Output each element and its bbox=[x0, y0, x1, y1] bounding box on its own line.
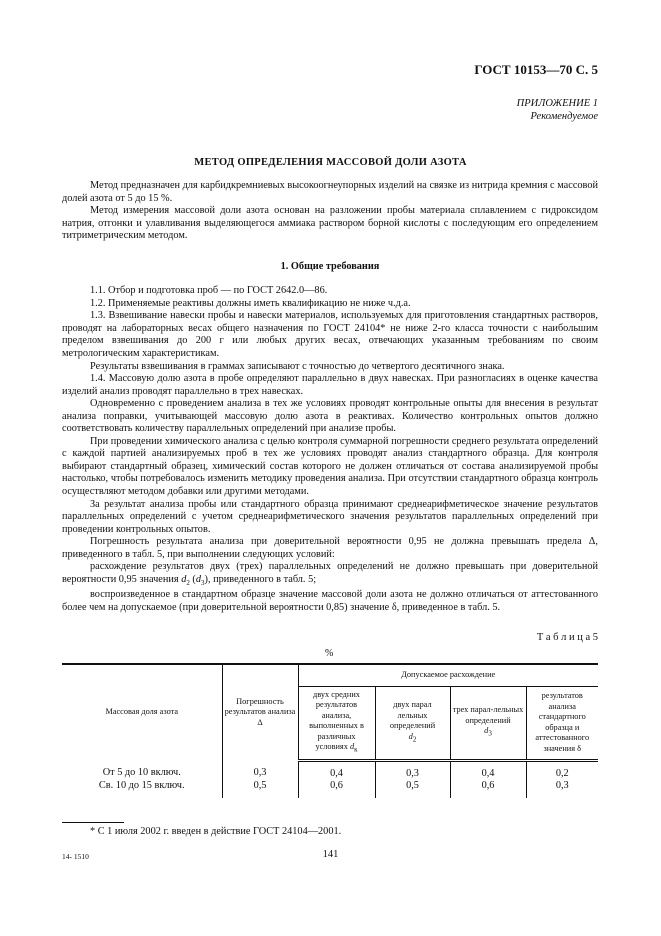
cell: 0,4 bbox=[298, 760, 375, 780]
header-d2 bbox=[375, 686, 450, 760]
sub: к bbox=[354, 745, 358, 754]
text: двух парал лельных определений bbox=[389, 700, 436, 731]
table-5 bbox=[62, 663, 598, 798]
paragraph: Одновременно с проведением анализа в тех же условиях проводят контрольные опыты для внесения в результат анализа поправки, учитывающей массовую долю азота в реактивах. Количество контрольных опытов должно соответствовать количеству параллельных определений при анализе пробы. bbox=[62, 398, 598, 435]
appendix-label: ПРИЛОЖЕНИЕ 1 bbox=[516, 98, 598, 109]
paragraph: При проведении химического анализа с целью контроля суммарной погрешности среднего результата определений с каждой партией анализируемых проб в тех же условиях проводят анализ стандартного образца. Для контроля выбирают стандартный образец, химический состав которого не должен отличаться от состава анализируемой пробы настолько, чтобы потребовалось изменить методику проведения анализа. При отсутствии стандартного образца контроль осуществляют методом добавки или другими методами. bbox=[62, 435, 598, 498]
paragraph: 1.3. Взвешивание навески пробы и навески материалов, используемых для приготовления стандартных растворов, проводят на лабораторных весах общего назначения по ГОСТ 24104* не ниже 2-го класса точности с наибольшим пределом взвешивания до 200 г или любых других весах, отвечающих указанным требованиям по своим метрологическим характеристикам. bbox=[62, 310, 598, 360]
cell: 0,2 bbox=[526, 760, 598, 780]
paragraph: Погрешность результата анализа при доверительной вероятности 0,95 не должна превышать предела Δ, приведенного в табл. 5, при выполнении следующих условий: bbox=[62, 536, 598, 560]
sub: 3 bbox=[488, 730, 492, 739]
cell: 0,3 bbox=[222, 760, 298, 780]
cell: 0,5 bbox=[222, 780, 298, 798]
body-text bbox=[62, 180, 598, 615]
method-title: МЕТОД ОПРЕДЕЛЕНИЯ МАССОВОЙ ДОЛИ АЗОТА bbox=[194, 157, 467, 168]
var: d bbox=[484, 726, 489, 736]
cell: 0,3 bbox=[526, 780, 598, 798]
paragraph: 1.1. Отбор и подготовка проб — по ГОСТ 2642.0—86. bbox=[90, 285, 328, 297]
cell: От 5 до 10 включ. bbox=[102, 766, 181, 778]
sub: 2 bbox=[412, 735, 417, 744]
header-delta: результатов анализа стандартного образца и аттестованного значения δ bbox=[526, 686, 598, 760]
var: d bbox=[181, 573, 187, 585]
document-reference: ГОСТ 10153—70 С. 5 bbox=[474, 62, 598, 77]
text: ( bbox=[189, 573, 196, 585]
cell: 0,6 bbox=[450, 780, 526, 798]
cell: Св. 10 до 15 включ. bbox=[98, 780, 185, 791]
section-heading: 1. Общие требования bbox=[280, 260, 380, 272]
cell: 0,4 bbox=[450, 760, 526, 780]
page-number: 141 bbox=[322, 849, 339, 860]
header-dk bbox=[298, 686, 375, 760]
appendix-status: Рекомендуемое bbox=[530, 111, 598, 122]
table-unit: % bbox=[325, 648, 334, 659]
table-caption: Т а б л и ц а 5 bbox=[536, 632, 598, 643]
header-d3 bbox=[450, 686, 526, 760]
cell: 0,6 bbox=[298, 780, 375, 798]
text: ), приведенного в табл. 5; bbox=[204, 573, 317, 585]
intro-paragraph: Метод измерения массовой доли азота основан на разложении пробы материала сплавлением с гидроксидом натрия, отгонки и улавливания выделяющегося аммиака раствором борной кислоты с последующим его определением титриметрическим методом. bbox=[62, 205, 598, 242]
condition-paragraph: воспроизведенное в стандартном образце значение массовой доли азота не должно отличаться от аттестованного более чем на допускаемое (при доверительной вероятности 0,85) значение δ, приведенное в табл. 5. bbox=[62, 589, 598, 613]
paragraph: 1.2. Применяемые реактивы должны иметь квалификацию не ниже ч.д.а. bbox=[90, 297, 411, 309]
header-group: Допускаемое расхождение bbox=[298, 664, 598, 686]
text: трех парал-лельных определений bbox=[452, 705, 524, 725]
table-row bbox=[62, 760, 598, 780]
intro-paragraph: Метод предназначен для карбидкремниевых высокоогнеупорных изделий на связке из нитрида кремния с массовой долей азота от 5 до 15 %. bbox=[62, 180, 598, 204]
sub: 2 bbox=[186, 578, 190, 587]
text: расхождение результатов двух (трех) параллельных определений не должно превышать при доверительной вероятности 0,95 значения bbox=[62, 561, 598, 585]
header-error: Погрешность результатов анализа Δ bbox=[222, 664, 298, 760]
paragraph: Результаты взвешивания в граммах записывают с точностью до четвертого десятичного знака. bbox=[90, 360, 505, 372]
cell: 0,3 bbox=[375, 760, 450, 780]
footnote: * С 1 июля 2002 г. введен в действие ГОСТ 24104—2001. bbox=[90, 826, 342, 837]
condition-paragraph bbox=[62, 561, 598, 589]
paragraph: 1.4. Массовую долю азота в пробе определяют параллельно в двух навесках. При разногласиях в оценке качества изделий анализ проводят параллельно в трех навесках. bbox=[62, 373, 598, 397]
var: d bbox=[408, 731, 413, 741]
footnote-divider bbox=[62, 822, 124, 823]
header-mass-fraction: Массовая доля азота bbox=[105, 707, 179, 717]
cell: 0,5 bbox=[375, 780, 450, 798]
var: d bbox=[195, 573, 202, 585]
table-row bbox=[62, 780, 598, 798]
sub: 3 bbox=[201, 578, 205, 587]
paragraph: За результат анализа пробы или стандартного образца принимают среднеарифметическое значение результатов параллельных определений с учетом среднеарифметического значения результатов параллельных определений при проведении контрольных опытов. bbox=[62, 498, 598, 535]
var: d bbox=[349, 742, 355, 752]
print-code: 14- 1510 bbox=[62, 852, 89, 861]
text: двух средних результатов анализа, выполненных в различных условиях bbox=[309, 689, 364, 752]
